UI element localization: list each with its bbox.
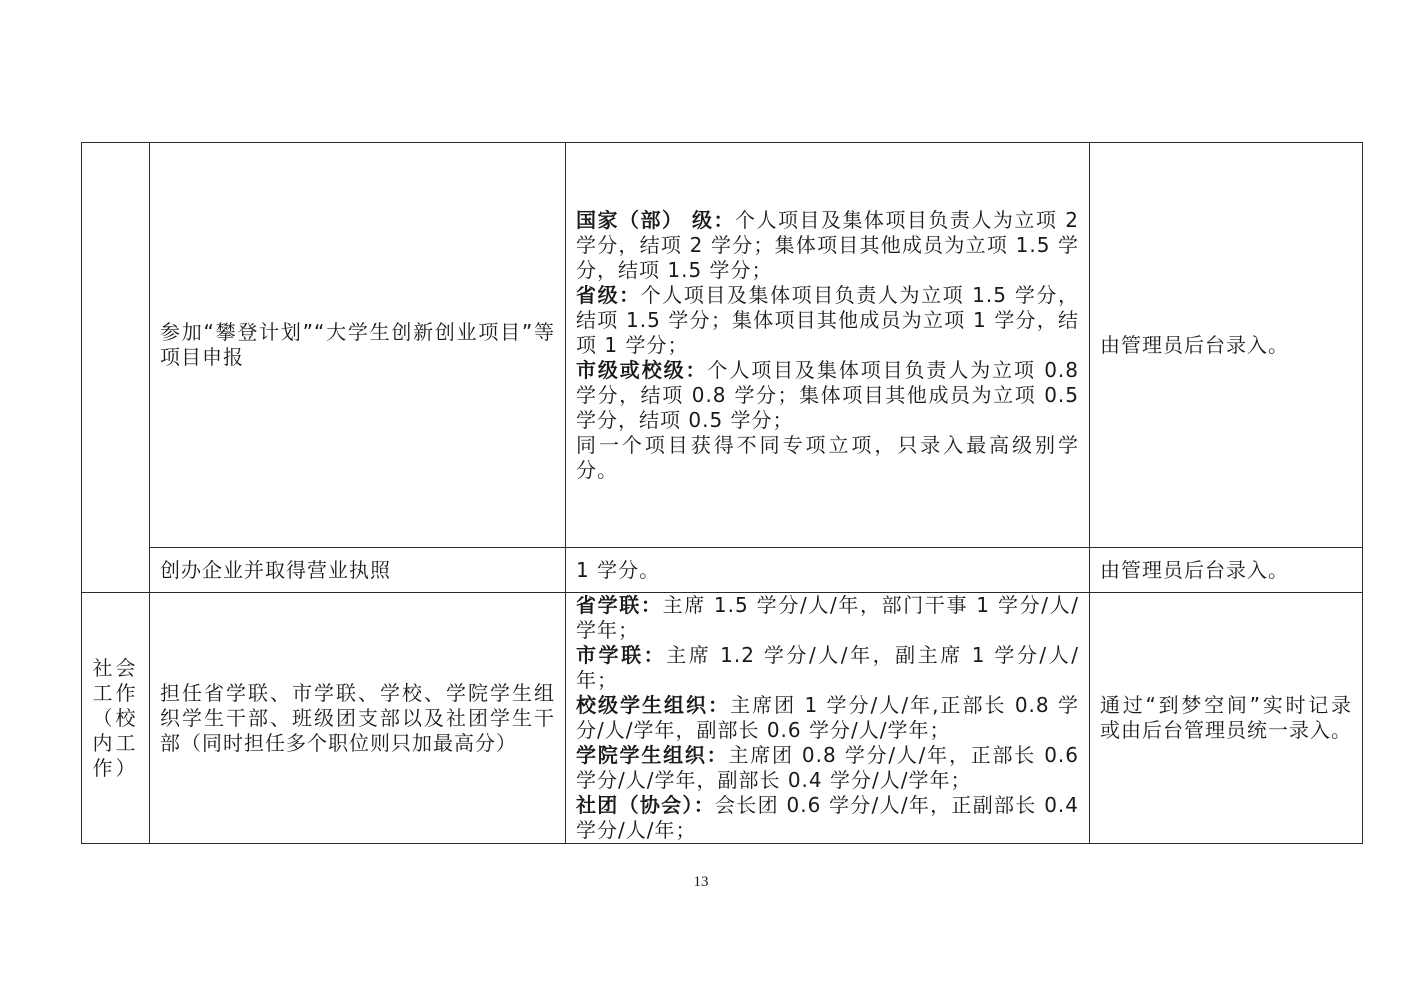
category-cell <box>82 593 150 844</box>
rule-detail-municipal: 个人项目及集体项目负责人为立项 0.8 学分，结项 0.8 学分；集体项目其他成员为立项 0.5 学分，结项 0.5 学分； <box>576 357 1080 432</box>
rule-text: 1 学分。 <box>576 557 661 582</box>
table-row <box>82 143 1363 548</box>
record-cell <box>1090 593 1363 844</box>
credit-rules-table <box>81 142 1363 844</box>
item-text: 参加“攀登计划”“大学生创新创业项目”等项目申报 <box>160 320 555 369</box>
item-cell <box>150 548 566 593</box>
table-row <box>82 593 1363 844</box>
rule-label-national: 国家（部） 级： <box>576 207 735 232</box>
record-text: 通过“到梦空间”实时记录或由后台管理员统一录入。 <box>1100 693 1352 742</box>
rule-label-municipal-union: 市学联： <box>576 643 667 667</box>
item-cell <box>150 593 566 844</box>
rule-label-provincial-union: 省学联： <box>576 593 663 617</box>
record-text: 由管理员后台录入。 <box>1100 557 1289 582</box>
record-cell <box>1090 548 1363 593</box>
page-number: 13 <box>693 874 709 890</box>
rule-detail-provincial-union: 主席 1.5 学分/人/年，部门干事 1 学分/人/学年； <box>576 593 1079 642</box>
rule-cell <box>566 548 1090 593</box>
rule-detail-provincial: 个人项目及集体项目负责人为立项 1.5 学分，结项 1.5 学分；集体项目其他成员为立项 1 学分，结项 1 学分； <box>576 282 1079 357</box>
rule-label-provincial: 省级： <box>576 282 641 307</box>
rule-text <box>566 208 1089 483</box>
record-text: 由管理员后台录入。 <box>1100 332 1289 357</box>
rule-label-municipal: 市级或校级： <box>576 357 708 382</box>
rule-cell <box>566 593 1090 844</box>
item-text: 担任省学联、市学联、学校、学院学生组织学生干部、班级团支部以及社团学生干部（同时担任多个职位则只加最高分） <box>160 680 555 755</box>
rule-note: 同一个项目获得不同专项立项，只录入最高级别学分。 <box>576 432 1079 482</box>
table-row <box>82 548 1363 593</box>
rule-label-college-org: 学院学生组织： <box>576 743 729 767</box>
rule-detail-school-org: 主席团 1 学分/人/年,正部长 0.8 学分/人/学年，副部长 0.6 学分/人/学年； <box>576 693 1080 742</box>
rule-detail-municipal-union: 主席 1.2 学分/人/年，副主席 1 学分/人/年； <box>576 643 1079 692</box>
rule-text <box>566 593 1089 843</box>
item-cell <box>150 143 566 548</box>
rule-cell <box>566 143 1090 548</box>
rule-detail-college-org: 主席团 0.8 学分/人/年，正部长 0.6 学分/人/学年，副部长 0.4 学分/人/学年； <box>576 743 1080 792</box>
rule-detail-club: 会长团 0.6 学分/人/年，正副部长 0.4 学分/人/年； <box>576 793 1079 842</box>
rule-label-club: 社团（协会）： <box>576 793 715 817</box>
record-cell <box>1090 143 1363 548</box>
rule-detail-national: 个人项目及集体项目负责人为立项 2 学分，结项 2 学分；集体项目其他成员为立项 1.5 学分，结项 1.5 学分； <box>576 207 1079 282</box>
rule-label-school-org: 校级学生组织： <box>576 693 731 717</box>
category-cell-continued <box>82 143 150 593</box>
item-text: 创办企业并取得营业执照 <box>160 557 391 582</box>
category-text: 社会工作（校内工作） <box>92 655 139 780</box>
